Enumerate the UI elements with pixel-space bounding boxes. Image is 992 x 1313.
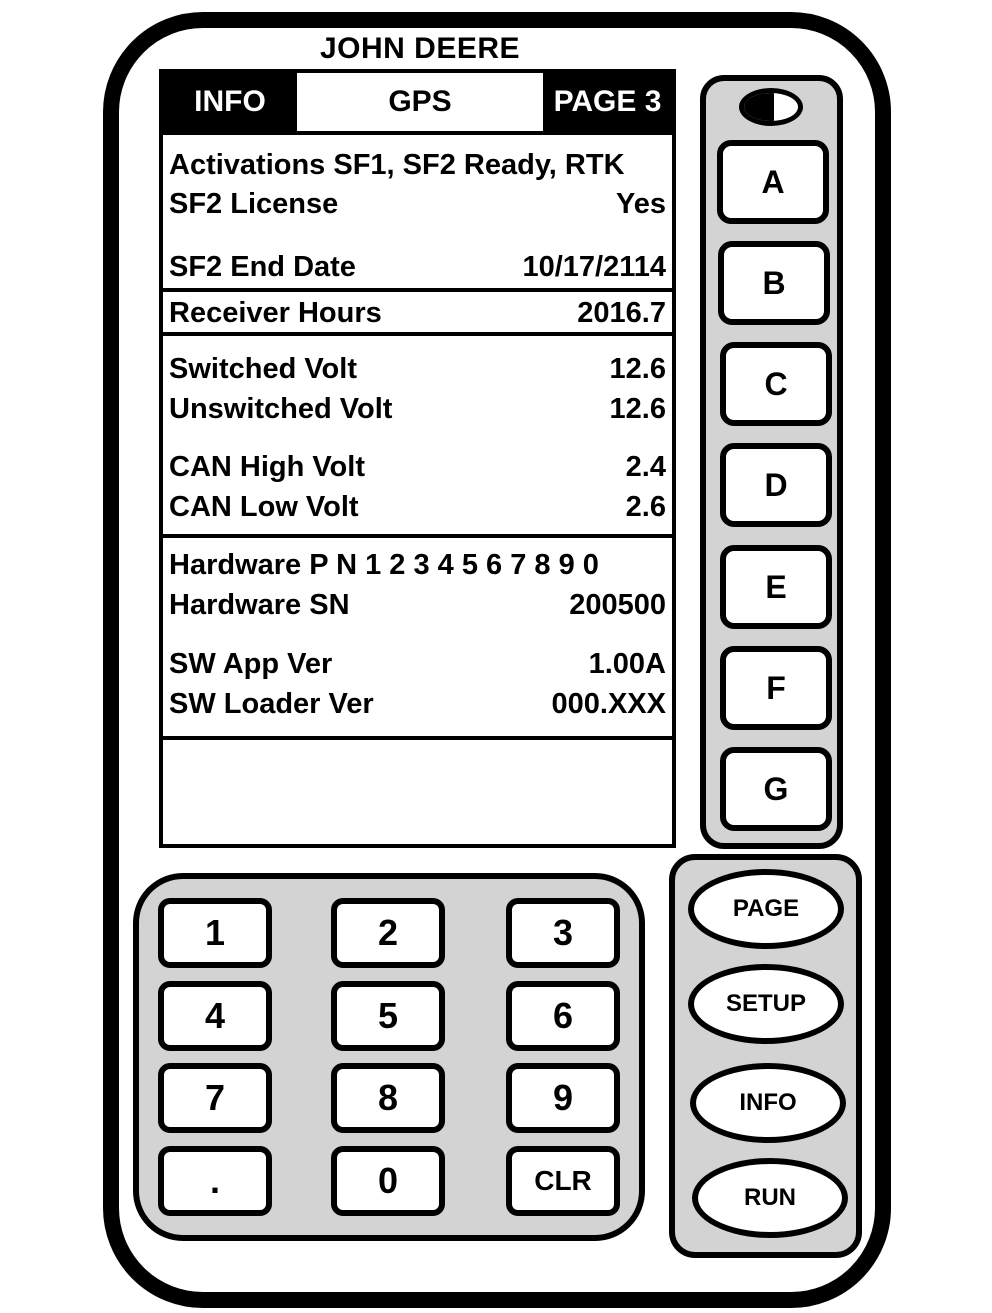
row-label: Unswitched Volt [169,392,393,425]
section-divider [163,736,672,740]
row-value: 2016.7 [577,296,666,329]
header-divider [163,131,672,135]
row-receiver-hours [169,295,666,331]
key-7[interactable]: 7 [158,1063,272,1133]
header-gps-title: GPS [297,73,543,131]
softkey-b[interactable]: B [718,241,830,325]
info-button[interactable]: INFO [690,1063,846,1143]
row-label: CAN High Volt [169,450,365,483]
row-label: Hardware SN [169,588,350,621]
row-label: Receiver Hours [169,296,382,329]
section-divider [163,534,672,538]
day-night-toggle-icon[interactable] [739,88,803,126]
run-button[interactable]: RUN [692,1158,848,1238]
row-label: Switched Volt [169,352,357,385]
key-8[interactable]: 8 [331,1063,445,1133]
key-clear[interactable]: CLR [506,1146,620,1216]
row-value: 2.4 [625,450,666,483]
row-value: 1.00A [588,647,666,680]
row-can-low-volt [169,489,666,525]
key-4[interactable]: 4 [158,981,272,1051]
header-info-tab: INFO [163,73,297,131]
softkey-c[interactable]: C [720,342,832,426]
section-divider [163,288,672,292]
key-1[interactable]: 1 [158,898,272,968]
key-3[interactable]: 3 [506,898,620,968]
row-value: 2.6 [625,490,666,523]
row-switched-volt [169,351,666,387]
row-activations [169,147,666,183]
row-value: Yes [616,187,666,220]
row-value: 200500 [569,588,666,621]
row-label: SW App Ver [169,647,333,680]
key-9[interactable]: 9 [506,1063,620,1133]
softkey-f[interactable]: F [720,646,832,730]
row-hardware-pn [169,547,666,583]
softkey-e[interactable]: E [720,545,832,629]
row-hardware-sn [169,587,666,623]
row-can-high-volt [169,449,666,485]
row-value: 10/17/2114 [522,250,666,283]
key-2[interactable]: 2 [331,898,445,968]
row-unswitched-volt [169,391,666,427]
row-label: Activations SF1, SF2 Ready, RTK [169,148,625,181]
header-page-indicator: PAGE 3 [543,73,672,131]
row-sf2-end-date [169,249,666,285]
key-5[interactable]: 5 [331,981,445,1051]
row-label: CAN Low Volt [169,490,359,523]
key-decimal[interactable]: . [158,1146,272,1216]
row-label: SF2 End Date [169,250,356,283]
page-button[interactable]: PAGE [688,869,844,949]
row-value: 12.6 [609,352,666,385]
softkey-d[interactable]: D [720,443,832,527]
row-sw-loader-ver [169,686,666,722]
row-sw-app-ver [169,646,666,682]
section-divider [163,332,672,336]
key-0[interactable]: 0 [331,1146,445,1216]
softkey-g[interactable]: G [720,747,832,831]
row-label: SW Loader Ver [169,687,374,720]
key-6[interactable]: 6 [506,981,620,1051]
softkey-a[interactable]: A [717,140,829,224]
row-value: 12.6 [609,392,666,425]
toggle-half-dark [744,93,774,121]
row-label: Hardware P N 1 2 3 4 5 6 7 8 9 0 [169,548,599,581]
row-label: SF2 License [169,187,339,220]
setup-button[interactable]: SETUP [688,964,844,1044]
row-sf2-license [169,186,666,222]
brand-logo-text: JOHN DEERE [319,32,521,65]
row-value: 000.XXX [551,687,666,720]
display-screen [159,69,676,848]
